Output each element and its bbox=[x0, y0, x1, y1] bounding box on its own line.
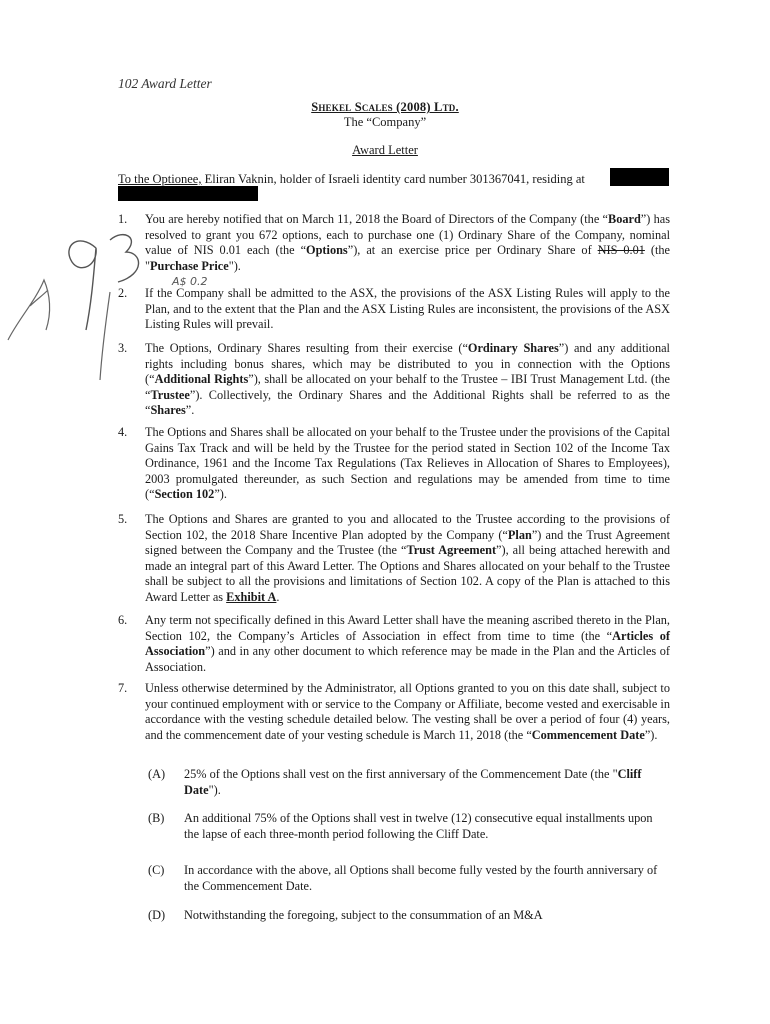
defined-term: Shares bbox=[150, 403, 186, 418]
subclause-d bbox=[148, 908, 670, 924]
defined-term: Board bbox=[608, 212, 641, 226]
text-segment: ”), shall be allocated on your behalf to the Trustee – IBI Trust Management Ltd. (the “ bbox=[145, 372, 670, 402]
text-segment: "). bbox=[228, 258, 241, 273]
text-segment: ”), at an exercise price per Ordinary Share of bbox=[347, 243, 598, 258]
defined-term: Cliff Date bbox=[184, 767, 642, 797]
exhibit-reference: Exhibit A bbox=[226, 589, 277, 604]
clause-number: 7. bbox=[118, 681, 128, 695]
clause-number: 4. bbox=[118, 425, 128, 439]
defined-term: Trust Agreement bbox=[406, 543, 497, 558]
clause-6 bbox=[118, 613, 670, 675]
text-segment: ”) and any additional rights including bonus shares, which may be distributed to you in connection with the Options (“ bbox=[145, 341, 670, 387]
intro-text: Eliran Vaknin, holder of Israeli identity card number 301367041, residing at bbox=[201, 172, 585, 186]
text-segment: "). bbox=[208, 782, 221, 797]
text-segment: Unless otherwise determined by the Administrator, all Options granted to you on this date shall, subject to your continued employment with or service to the Company or Affiliate, become vested and exercisable in accordance with the vesting schedule detailed below. The vesting shall be over a period of four (4) years, and the commencement date of your vesting schedule is March 11, 2018 (the “ bbox=[145, 681, 670, 742]
company-name: Shekel Scales (2008) Ltd. bbox=[311, 100, 459, 114]
text-segment: ”. bbox=[185, 403, 195, 418]
text-segment: ”) has resolved to grant you 672 options, each to purchase one (1) Ordinary Share of the Company, nominal value of NIS 0.01 each (the “ bbox=[145, 212, 670, 258]
text-segment: The Options and Shares are granted to you and allocated to the Trustee according to the provisions of Section 102, the 2018 Share Incentive Plan adopted by the Company (“ bbox=[145, 512, 670, 542]
defined-term: Options bbox=[306, 243, 348, 258]
margin-arrow bbox=[100, 292, 110, 380]
struck-text: NIS 0.01 bbox=[597, 243, 645, 258]
text-segment: ”), all being attached herewith and made an integral part of this Award Letter. The Options and Shares allocated on your behalf to the Trustee shall be subject to all the provisions and limitations of Section 102. A copy of the Plan is attached to this Award Letter as bbox=[145, 543, 670, 604]
text-segment: You are hereby notified that on March 11, 2018 the Board of Directors of the Company (the “ bbox=[145, 212, 608, 226]
subclause-a bbox=[148, 767, 670, 798]
subclause-number: (C) bbox=[148, 863, 165, 877]
defined-term: Ordinary Shares bbox=[467, 341, 559, 355]
subclause-b bbox=[148, 811, 670, 842]
text-segment: An additional 75% of the Options shall vest in twelve (12) consecutive equal installments upon the lapse of each three-month period following the Cliff Date. bbox=[184, 811, 653, 841]
clause-text bbox=[145, 212, 670, 274]
text-segment: . bbox=[276, 589, 280, 604]
subclause-text bbox=[184, 863, 670, 894]
signature-scribble bbox=[8, 280, 50, 340]
clause-text bbox=[145, 286, 670, 333]
defined-term: Trustee bbox=[150, 387, 190, 402]
document-header-label: 102 Award Letter bbox=[118, 76, 212, 91]
subclause-text bbox=[184, 908, 670, 924]
defined-term: Additional Rights bbox=[154, 372, 249, 387]
subclause-number: (D) bbox=[148, 908, 166, 922]
company-definition: The “Company” bbox=[343, 115, 427, 129]
defined-term: Commencement Date bbox=[531, 727, 645, 742]
clause-number: 6. bbox=[118, 613, 128, 627]
clause-text bbox=[145, 613, 670, 675]
defined-term: Articles of Association bbox=[145, 628, 670, 659]
clause-number: 5. bbox=[118, 512, 128, 526]
subclause-number: (A) bbox=[148, 767, 166, 781]
text-segment: The Options, Ordinary Shares resulting from their exercise (“ bbox=[145, 341, 468, 355]
clause-number: 1. bbox=[118, 212, 128, 226]
text-segment: ”) and in any other document to which reference may be made in the Plan and the Articles of Association. bbox=[145, 644, 670, 674]
text-segment: ”). bbox=[214, 487, 227, 502]
clause-3 bbox=[118, 341, 670, 419]
clause-1 bbox=[118, 212, 670, 274]
clause-text bbox=[145, 512, 670, 606]
subclause-text bbox=[184, 767, 670, 798]
text-segment: ”). bbox=[644, 727, 658, 742]
subclause-c bbox=[148, 863, 670, 894]
defined-term: Section 102 bbox=[154, 487, 215, 502]
defined-term: Purchase Price bbox=[150, 258, 229, 273]
text-segment: 25% of the Options shall vest on the first anniversary of the Commencement Date (the " bbox=[184, 767, 618, 781]
clause-2 bbox=[118, 286, 670, 333]
redaction-bar bbox=[610, 168, 669, 186]
text-segment: In accordance with the above, all Options shall become fully vested by the fourth anniversary of the Commencement Date. bbox=[184, 863, 658, 893]
clause-4 bbox=[118, 425, 670, 503]
clause-text bbox=[145, 425, 670, 503]
text-segment: The Options and Shares shall be allocated on your behalf to the Trustee under the provisions of the Capital Gains Tax Track and will be held by the Trustee for the period stated in Section 102 of the Income Tax Ordinance, 1961 and the Income Tax Regulations (Tax Relieves in Allocation of Shares to Employees), 2003 promulgated thereunder, as such Section and regulations may be amended from time to time (“ bbox=[145, 425, 670, 502]
text-segment: Any term not specifically defined in this Award Letter shall have the meaning ascribed thereto in the Plan, Section 102, the Company’s Articles of Association in effect from time to time (the “ bbox=[145, 613, 670, 643]
text-segment: (the " bbox=[145, 243, 670, 273]
text-segment: Notwithstanding the foregoing, subject to the consummation of an M&A bbox=[184, 908, 543, 922]
redaction-bar bbox=[118, 186, 258, 201]
intro-salutation: To the Optionee, bbox=[118, 172, 202, 186]
subclause-number: (B) bbox=[148, 811, 165, 825]
handwritten-initials bbox=[69, 241, 96, 330]
clause-text bbox=[145, 341, 670, 419]
clause-number: 2. bbox=[118, 286, 128, 300]
text-segment: ”). Collectively, the Ordinary Shares and the Additional Rights shall be referred to as the “ bbox=[145, 387, 670, 418]
handwritten-price-correction: A$ 0.2 bbox=[172, 275, 208, 288]
text-segment: ”) and the Trust Agreement signed between the Company and the Trustee (the “ bbox=[145, 527, 670, 558]
clause-7 bbox=[118, 681, 670, 743]
clause-number: 3. bbox=[118, 341, 128, 355]
letter-title: Award Letter bbox=[352, 143, 418, 157]
clause-5 bbox=[118, 512, 670, 606]
clause-text bbox=[145, 681, 670, 743]
text-segment: If the Company shall be admitted to the ASX, the provisions of the ASX Listing Rules will apply to the Plan, and to the extent that the Plan and the ASX Listing Rules are inconsistent, the provisions of the ASX Listing Rules will prevail. bbox=[145, 286, 670, 332]
defined-term: Plan bbox=[507, 527, 532, 542]
subclause-text bbox=[184, 811, 670, 842]
